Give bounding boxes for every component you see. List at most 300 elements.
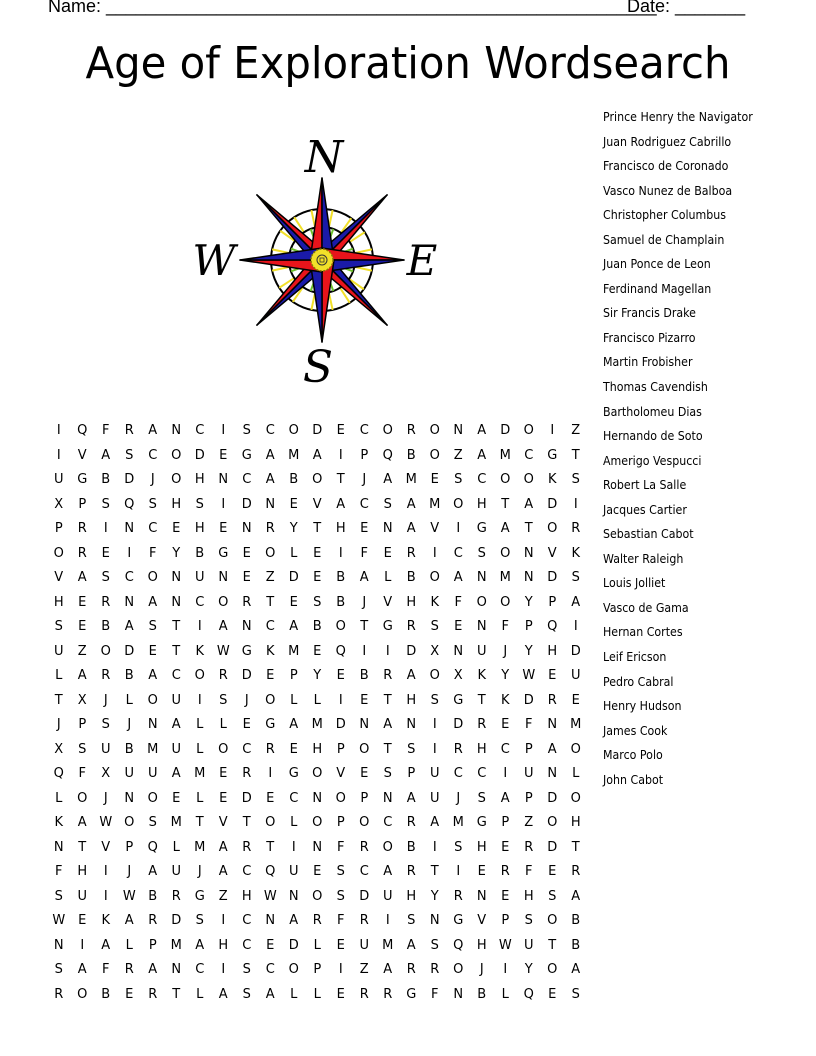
grid-cell: M bbox=[405, 472, 417, 487]
grid-cell: O bbox=[429, 570, 440, 585]
grid-cell: R bbox=[406, 962, 416, 977]
grid-cell: Y bbox=[524, 643, 533, 659]
grid-cell: I bbox=[573, 496, 578, 512]
grid-cell: F bbox=[431, 986, 439, 1002]
grid-cell: E bbox=[125, 986, 134, 1002]
grid-cell: W bbox=[122, 888, 136, 904]
grid-cell: N bbox=[171, 423, 182, 438]
grid-cell: I bbox=[338, 447, 343, 463]
grid-cell: A bbox=[500, 790, 510, 806]
grid-cell: M bbox=[194, 766, 206, 781]
grid-cell: T bbox=[524, 521, 533, 536]
grid-cell: B bbox=[124, 741, 134, 757]
grid-cell: R bbox=[406, 815, 416, 830]
grid-cell: Y bbox=[430, 888, 439, 904]
grid-cell: N bbox=[171, 594, 182, 610]
grid-cell: F bbox=[55, 864, 63, 879]
grid-cell: D bbox=[124, 643, 135, 659]
grid-cell: R bbox=[453, 888, 463, 904]
grid-cell: R bbox=[406, 619, 416, 634]
grid-cell: A bbox=[571, 888, 581, 904]
grid-cell: S bbox=[454, 839, 463, 855]
grid-cell: T bbox=[266, 594, 275, 610]
grid-cell: B bbox=[148, 888, 158, 904]
grid-cell: O bbox=[382, 423, 393, 438]
grid-cell: X bbox=[77, 692, 87, 708]
grid-cell: D bbox=[547, 570, 558, 585]
grid-cell: U bbox=[53, 643, 64, 659]
grid-cell: H bbox=[523, 888, 534, 904]
grid-cell: O bbox=[147, 790, 158, 806]
grid-cell: J bbox=[362, 594, 367, 610]
grid-cell: R bbox=[430, 962, 440, 977]
grid-cell: F bbox=[102, 962, 110, 977]
grid-cell: O bbox=[265, 692, 276, 708]
grid-cell: C bbox=[242, 472, 252, 487]
grid-cell: S bbox=[54, 619, 63, 634]
grid-cell: S bbox=[477, 545, 486, 561]
grid-cell: O bbox=[429, 668, 440, 683]
grid-cell: Z bbox=[265, 570, 275, 585]
grid-cell: P bbox=[407, 766, 416, 781]
grid-cell: N bbox=[171, 570, 182, 585]
grid-cell: I bbox=[56, 423, 61, 438]
word-list-item: Francisco de Coronado bbox=[603, 159, 729, 174]
grid-cell: E bbox=[313, 545, 322, 561]
grid-cell: R bbox=[265, 521, 275, 536]
grid-cell: F bbox=[78, 766, 86, 781]
grid-cell: D bbox=[500, 423, 511, 438]
grid-cell: A bbox=[124, 619, 134, 634]
grid-cell: I bbox=[503, 766, 508, 781]
grid-cell: A bbox=[218, 986, 228, 1002]
grid-cell: O bbox=[523, 423, 534, 438]
grid-cell: H bbox=[570, 815, 581, 830]
grid-cell: O bbox=[288, 962, 299, 977]
grid-cell: O bbox=[547, 913, 558, 928]
grid-cell: D bbox=[124, 472, 135, 487]
date-field[interactable]: Date: _______ bbox=[627, 0, 746, 16]
grid-cell: M bbox=[311, 717, 323, 732]
grid-cell: N bbox=[476, 570, 487, 585]
grid-cell: O bbox=[312, 472, 323, 487]
grid-cell: N bbox=[547, 766, 558, 781]
grid-cell: A bbox=[218, 864, 228, 879]
grid-cell: O bbox=[382, 839, 393, 855]
grid-cell: O bbox=[312, 815, 323, 830]
grid-cell: O bbox=[359, 815, 370, 830]
grid-cell: S bbox=[101, 570, 110, 585]
word-list-item: Christopher Columbus bbox=[603, 208, 727, 223]
grid-cell: R bbox=[477, 717, 487, 732]
word-list bbox=[603, 109, 766, 796]
grid-cell: N bbox=[359, 717, 370, 732]
grid-cell: T bbox=[78, 839, 87, 855]
grid-cell: E bbox=[101, 545, 110, 561]
grid-cell: D bbox=[453, 717, 464, 732]
grid-cell: S bbox=[477, 790, 486, 806]
grid-cell: N bbox=[171, 962, 182, 977]
grid-cell: U bbox=[194, 570, 205, 585]
grid-cell: R bbox=[406, 423, 416, 438]
grid-cell: A bbox=[148, 423, 158, 438]
compass-north-label: N bbox=[304, 132, 344, 183]
grid-cell: B bbox=[571, 937, 581, 953]
grid-cell: Z bbox=[453, 447, 463, 463]
grid-cell: M bbox=[170, 937, 182, 953]
grid-cell: A bbox=[124, 913, 134, 928]
grid-cell: T bbox=[571, 447, 580, 463]
grid-cell: N bbox=[218, 472, 229, 487]
grid-cell: I bbox=[338, 692, 343, 708]
word-list-item: Bartholomeu Dias bbox=[603, 404, 702, 419]
grid-cell: U bbox=[523, 766, 534, 781]
grid-cell: P bbox=[336, 815, 345, 830]
grid-cell: H bbox=[171, 496, 182, 512]
grid-cell: E bbox=[266, 668, 275, 683]
grid-cell: L bbox=[313, 937, 321, 953]
grid-cell: E bbox=[289, 594, 298, 610]
grid-cell: Q bbox=[53, 766, 64, 781]
grid-cell: G bbox=[194, 888, 205, 904]
grid-cell: R bbox=[359, 986, 369, 1002]
grid-cell: S bbox=[242, 423, 251, 438]
grid-cell: I bbox=[432, 717, 437, 732]
grid-cell: R bbox=[101, 668, 111, 683]
grid-cell: R bbox=[453, 741, 463, 757]
word-list-item: Francisco Pizarro bbox=[603, 330, 696, 345]
grid-cell: A bbox=[171, 766, 181, 781]
grid-cell: H bbox=[406, 692, 417, 708]
grid-cell: S bbox=[54, 888, 63, 904]
grid-cell: Q bbox=[453, 937, 464, 953]
grid-cell: N bbox=[429, 913, 440, 928]
grid-cell: R bbox=[383, 668, 393, 683]
grid-cell: P bbox=[360, 790, 369, 806]
grid-cell: D bbox=[547, 839, 558, 855]
grid-cell: Y bbox=[172, 545, 181, 561]
grid-cell: D bbox=[547, 790, 558, 806]
grid-cell: O bbox=[218, 594, 229, 610]
grid-cell: J bbox=[103, 790, 108, 806]
grid-cell: A bbox=[148, 962, 158, 977]
grid-cell: D bbox=[241, 668, 252, 683]
grid-cell: M bbox=[194, 839, 206, 855]
grid-cell: A bbox=[289, 913, 299, 928]
grid-cell: P bbox=[78, 717, 87, 732]
grid-cell: H bbox=[194, 472, 205, 487]
grid-cell: I bbox=[456, 521, 461, 536]
grid-cell: L bbox=[313, 692, 321, 708]
grid-cell: A bbox=[265, 472, 275, 487]
grid-cell: C bbox=[477, 766, 487, 781]
grid-cell: Q bbox=[147, 839, 158, 855]
grid-cell: T bbox=[548, 937, 557, 953]
grid-cell: I bbox=[503, 962, 508, 977]
grid-cell: E bbox=[571, 692, 580, 708]
grid-cell: N bbox=[147, 717, 158, 732]
grid-cell: N bbox=[218, 570, 229, 585]
grid-cell: Y bbox=[313, 668, 322, 683]
grid-cell: O bbox=[429, 447, 440, 463]
grid-cell: I bbox=[221, 962, 226, 977]
grid-cell: I bbox=[550, 423, 555, 438]
grid-cell: I bbox=[197, 692, 202, 708]
grid-cell: A bbox=[571, 962, 581, 977]
grid-cell: O bbox=[265, 545, 276, 561]
grid-cell: P bbox=[148, 937, 157, 953]
word-list-item: Sir Francis Drake bbox=[603, 306, 696, 321]
grid-cell: Y bbox=[524, 962, 533, 977]
grid-cell: A bbox=[289, 619, 299, 634]
grid-cell: K bbox=[54, 815, 64, 830]
grid-cell: R bbox=[124, 423, 134, 438]
grid-cell: O bbox=[218, 741, 229, 757]
grid-cell: T bbox=[172, 643, 181, 659]
grid-cell: W bbox=[498, 937, 512, 953]
grid-cell: E bbox=[78, 619, 87, 634]
grid-cell: A bbox=[265, 986, 275, 1002]
grid-cell: T bbox=[501, 496, 510, 512]
grid-cell: Q bbox=[124, 496, 135, 512]
grid-cell: S bbox=[571, 472, 580, 487]
grid-cell: O bbox=[147, 570, 158, 585]
grid-cell: Q bbox=[547, 619, 558, 634]
grid-cell: O bbox=[547, 521, 558, 536]
grid-cell: O bbox=[77, 986, 88, 1002]
grid-cell: U bbox=[288, 864, 299, 879]
grid-cell: D bbox=[241, 496, 252, 512]
grid-cell: L bbox=[172, 839, 180, 855]
grid-cell: R bbox=[571, 521, 581, 536]
grid-cell: N bbox=[382, 790, 393, 806]
grid-cell: K bbox=[500, 692, 510, 708]
grid-cell: X bbox=[54, 496, 64, 512]
grid-cell: E bbox=[219, 766, 228, 781]
grid-cell: A bbox=[406, 668, 416, 683]
grid-cell: E bbox=[360, 521, 369, 536]
word-list-item: Juan Rodriguez Cabrillo bbox=[603, 134, 732, 149]
word-list-item: Prince Henry the Navigator bbox=[603, 110, 753, 124]
grid-cell: F bbox=[525, 864, 533, 879]
grid-cell: U bbox=[429, 790, 440, 806]
grid-cell: C bbox=[359, 864, 369, 879]
grid-cell: N bbox=[453, 423, 464, 438]
grid-cell: G bbox=[453, 692, 464, 708]
grid-cell: E bbox=[548, 986, 557, 1002]
grid-cell: O bbox=[100, 643, 111, 659]
grid-cell: N bbox=[53, 937, 64, 953]
grid-cell: C bbox=[265, 962, 275, 977]
grid-cell: O bbox=[570, 790, 581, 806]
grid-cell: A bbox=[218, 839, 228, 855]
grid-cell: L bbox=[501, 986, 509, 1002]
word-list-item: Hernando de Soto bbox=[603, 429, 703, 444]
grid-cell: A bbox=[195, 937, 205, 953]
grid-cell: V bbox=[101, 839, 111, 855]
grid-cell: C bbox=[148, 447, 158, 463]
grid-cell: R bbox=[406, 545, 416, 561]
grid-cell: O bbox=[500, 545, 511, 561]
grid-cell: O bbox=[500, 594, 511, 610]
grid-cell: E bbox=[360, 766, 369, 781]
grid-cell: A bbox=[148, 668, 158, 683]
grid-cell: C bbox=[242, 937, 252, 953]
grid-cell: Y bbox=[289, 521, 298, 536]
grid-cell: T bbox=[477, 692, 486, 708]
grid-cell: O bbox=[77, 790, 88, 806]
grid-cell: O bbox=[53, 545, 64, 561]
grid-cell: U bbox=[570, 668, 581, 683]
grid-cell: A bbox=[265, 447, 275, 463]
grid-cell: S bbox=[313, 594, 322, 610]
grid-cell: S bbox=[571, 570, 580, 585]
grid-cell: O bbox=[500, 472, 511, 487]
grid-cell: D bbox=[406, 643, 417, 659]
grid-cell: B bbox=[406, 570, 416, 585]
grid-cell: I bbox=[432, 839, 437, 855]
grid-cell: M bbox=[499, 447, 511, 463]
grid-cell: R bbox=[406, 864, 416, 879]
grid-cell: U bbox=[429, 766, 440, 781]
grid-cell: I bbox=[56, 447, 61, 463]
grid-cell: S bbox=[101, 496, 110, 512]
grid-cell: V bbox=[547, 545, 557, 561]
grid-cell: E bbox=[430, 472, 439, 487]
grid-cell: D bbox=[241, 790, 252, 806]
grid-cell: E bbox=[242, 545, 251, 561]
word-list-item: James Cook bbox=[603, 723, 668, 738]
grid-cell: I bbox=[127, 545, 132, 561]
grid-cell: S bbox=[148, 815, 157, 830]
grid-cell: U bbox=[359, 937, 369, 953]
word-list-item: Martin Frobisher bbox=[603, 355, 693, 370]
grid-cell: S bbox=[336, 864, 345, 879]
grid-cell: R bbox=[524, 839, 534, 855]
grid-cell: R bbox=[383, 986, 393, 1002]
grid-cell: B bbox=[195, 545, 205, 561]
page-title: Age of Exploration Wordsearch bbox=[85, 38, 731, 89]
word-list-item: Henry Hudson bbox=[603, 699, 682, 714]
grid-cell: J bbox=[479, 962, 484, 977]
grid-cell: H bbox=[406, 888, 417, 904]
grid-cell: R bbox=[101, 594, 111, 610]
grid-cell: W bbox=[52, 913, 66, 928]
grid-cell: O bbox=[335, 790, 346, 806]
grid-cell: E bbox=[148, 643, 157, 659]
grid-cell: S bbox=[454, 472, 463, 487]
grid-cell: D bbox=[547, 496, 558, 512]
grid-cell: O bbox=[194, 668, 205, 683]
grid-cell: B bbox=[101, 619, 111, 634]
grid-cell: L bbox=[55, 790, 63, 806]
grid-cell: A bbox=[336, 496, 346, 512]
grid-cell: L bbox=[196, 717, 204, 732]
grid-cell: G bbox=[218, 545, 229, 561]
grid-cell: N bbox=[53, 839, 64, 855]
grid-cell: P bbox=[336, 741, 345, 757]
grid-cell: O bbox=[171, 472, 182, 487]
grid-cell: X bbox=[430, 643, 440, 659]
grid-cell: J bbox=[103, 692, 108, 708]
grid-cell: T bbox=[172, 619, 181, 634]
grid-cell: G bbox=[265, 717, 276, 732]
grid-cell: E bbox=[336, 937, 345, 953]
grid-cell: I bbox=[103, 864, 108, 879]
grid-cell: R bbox=[547, 692, 557, 708]
name-field[interactable]: Name: _______________________________________________________ bbox=[48, 0, 657, 16]
grid-cell: A bbox=[571, 594, 581, 610]
grid-cell: A bbox=[383, 717, 393, 732]
grid-cell: S bbox=[195, 913, 204, 928]
grid-cell: S bbox=[407, 913, 416, 928]
grid-cell: A bbox=[77, 570, 87, 585]
grid-cell: A bbox=[524, 496, 534, 512]
grid-cell: A bbox=[406, 937, 416, 953]
grid-cell: E bbox=[501, 717, 510, 732]
grid-cell: C bbox=[242, 741, 252, 757]
grid-cell: Z bbox=[359, 962, 369, 977]
grid-cell: M bbox=[288, 447, 300, 463]
word-list-item: Samuel de Champlain bbox=[603, 232, 725, 247]
grid-cell: B bbox=[336, 570, 346, 585]
grid-cell: I bbox=[268, 766, 273, 781]
grid-cell: M bbox=[382, 937, 394, 953]
grid-cell: J bbox=[456, 790, 461, 806]
grid-cell: N bbox=[241, 521, 252, 536]
grid-cell: H bbox=[194, 521, 205, 536]
grid-cell: C bbox=[265, 619, 275, 634]
grid-cell: T bbox=[172, 986, 181, 1002]
grid-cell: G bbox=[406, 986, 417, 1002]
grid-cell: R bbox=[500, 864, 510, 879]
grid-cell: A bbox=[406, 521, 416, 536]
grid-cell: L bbox=[196, 986, 204, 1002]
word-list-item: Juan Ponce de Leon bbox=[603, 257, 711, 272]
grid-cell: J bbox=[503, 643, 508, 659]
grid-cell: S bbox=[195, 496, 204, 512]
grid-cell: P bbox=[524, 619, 533, 634]
grid-cell: U bbox=[171, 741, 181, 757]
grid-cell: R bbox=[77, 521, 87, 536]
grid-cell: G bbox=[547, 447, 558, 463]
grid-cell: E bbox=[548, 864, 557, 879]
word-list-item: Pedro Cabral bbox=[603, 674, 674, 689]
grid-cell: W bbox=[522, 668, 536, 683]
grid-cell: H bbox=[476, 839, 487, 855]
grid-cell: S bbox=[54, 962, 63, 977]
grid-cell: N bbox=[312, 839, 323, 855]
grid-cell: P bbox=[289, 668, 298, 683]
grid-cell: N bbox=[523, 570, 534, 585]
grid-cell: E bbox=[383, 545, 392, 561]
grid-cell: E bbox=[501, 839, 510, 855]
grid-cell: R bbox=[218, 668, 228, 683]
grid-cell: N bbox=[476, 619, 487, 634]
word-list-item: Sebastian Cabot bbox=[603, 527, 694, 542]
grid-cell: O bbox=[523, 472, 534, 487]
grid-cell: I bbox=[221, 423, 226, 438]
grid-cell: Q bbox=[77, 423, 88, 438]
grid-cell: I bbox=[385, 913, 390, 928]
grid-cell: A bbox=[406, 496, 416, 512]
grid-cell: B bbox=[406, 839, 416, 855]
grid-cell: E bbox=[336, 986, 345, 1002]
grid-cell: C bbox=[195, 423, 205, 438]
grid-cell: T bbox=[313, 521, 322, 536]
grid-cell: T bbox=[54, 692, 63, 708]
grid-cell: E bbox=[266, 790, 275, 806]
